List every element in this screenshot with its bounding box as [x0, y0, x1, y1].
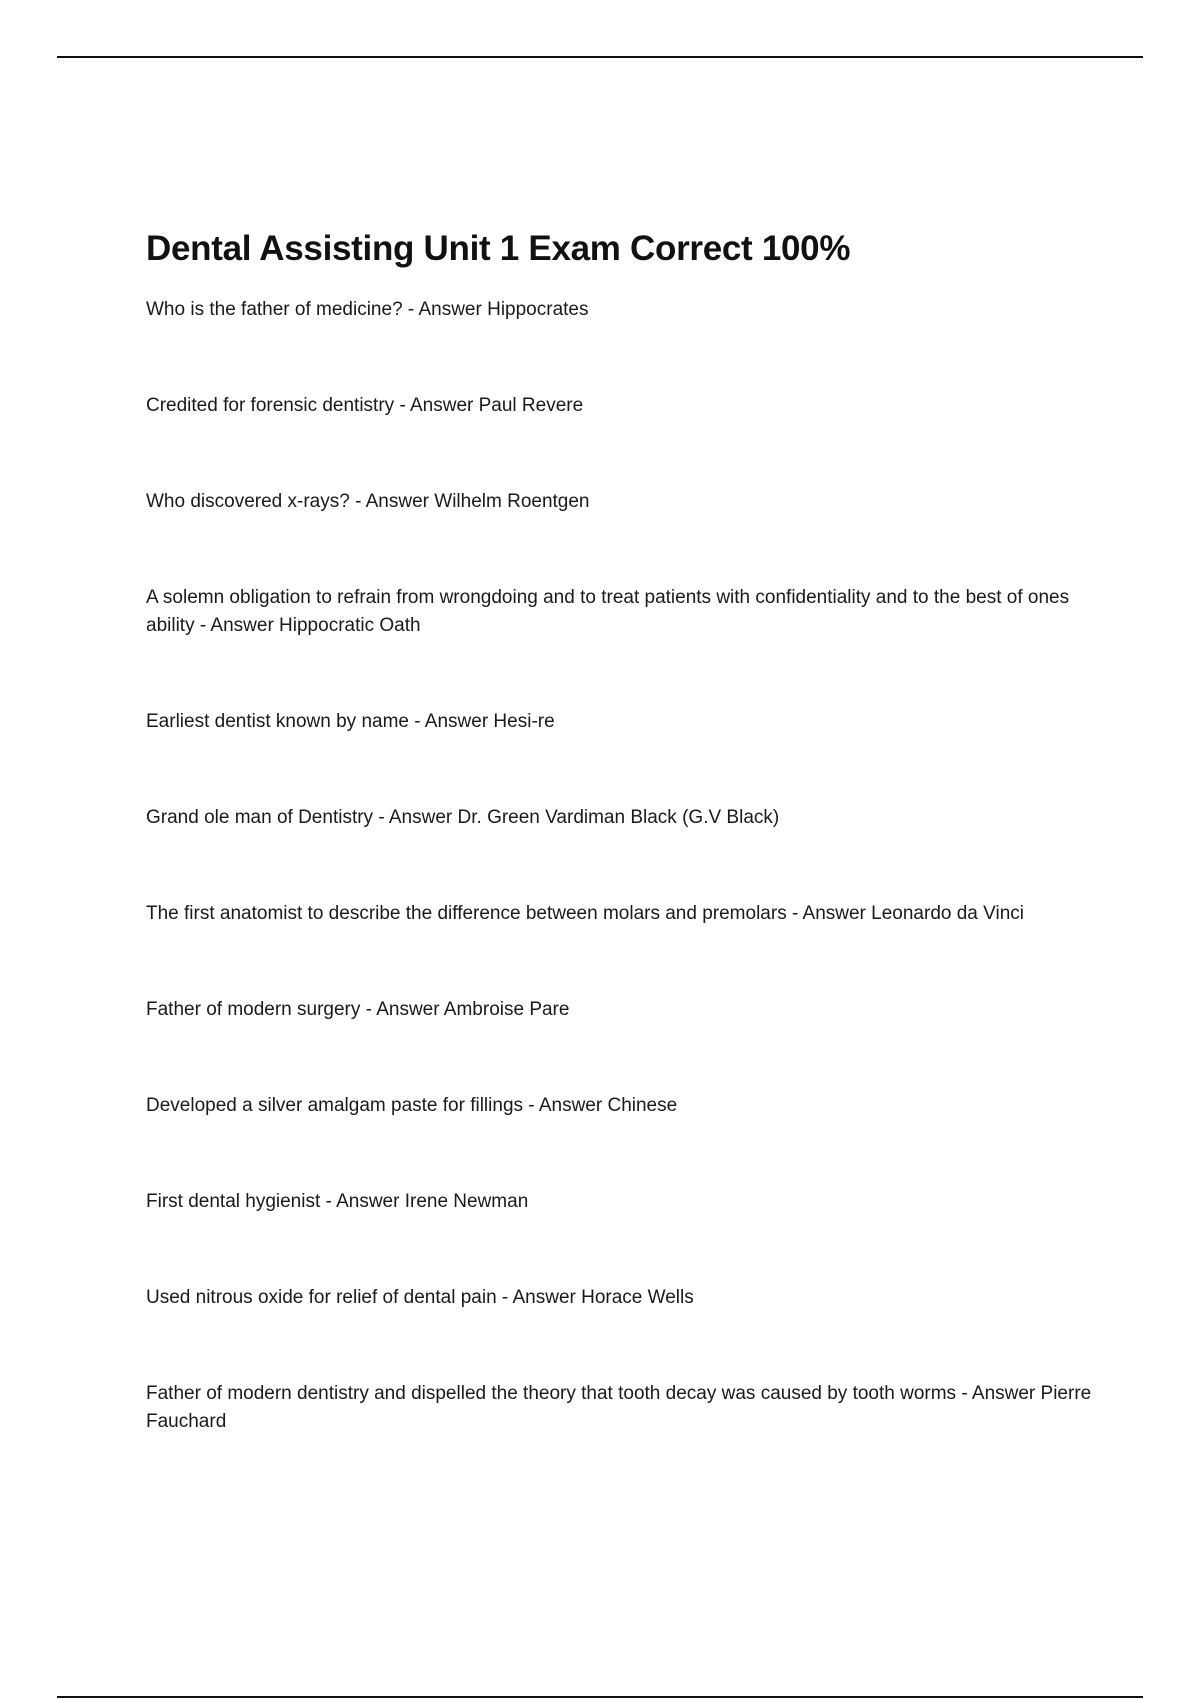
qa-item: Father of modern surgery - Answer Ambroise Pare	[146, 999, 570, 1020]
qa-item: A solemn obligation to refrain from wrongdoing and to treat patients with confidentiality and to the best of ones ability - Answer Hippocratic Oath	[146, 587, 1070, 636]
qa-item: Credited for forensic dentistry - Answer Paul Revere	[146, 395, 584, 416]
footer-rule	[57, 1696, 1143, 1698]
qa-item: Who discovered x-rays? - Answer Wilhelm Roentgen	[146, 491, 590, 512]
qa-item: Used nitrous oxide for relief of dental pain - Answer Horace Wells	[146, 1287, 694, 1308]
qa-item: The first anatomist to describe the difference between molars and premolars - Answer Leonardo da Vinci	[146, 903, 1024, 924]
header-rule	[57, 56, 1143, 58]
document-title: Dental Assisting Unit 1 Exam Correct 100%	[146, 229, 851, 268]
document-body	[146, 222, 1096, 1504]
qa-item: Father of modern dentistry and dispelled the theory that tooth decay was caused by tooth worms - Answer Pierre Fauchard	[146, 1383, 1092, 1432]
qa-item: Who is the father of medicine? - Answer Hippocrates	[146, 299, 589, 320]
qa-item: Grand ole man of Dentistry - Answer Dr. Green Vardiman Black (G.V Black)	[146, 807, 780, 828]
qa-list	[146, 296, 1096, 1436]
qa-item: Developed a silver amalgam paste for fillings - Answer Chinese	[146, 1095, 678, 1116]
qa-item: Earliest dentist known by name - Answer Hesi-re	[146, 711, 555, 732]
qa-item: First dental hygienist - Answer Irene Newman	[146, 1191, 529, 1212]
